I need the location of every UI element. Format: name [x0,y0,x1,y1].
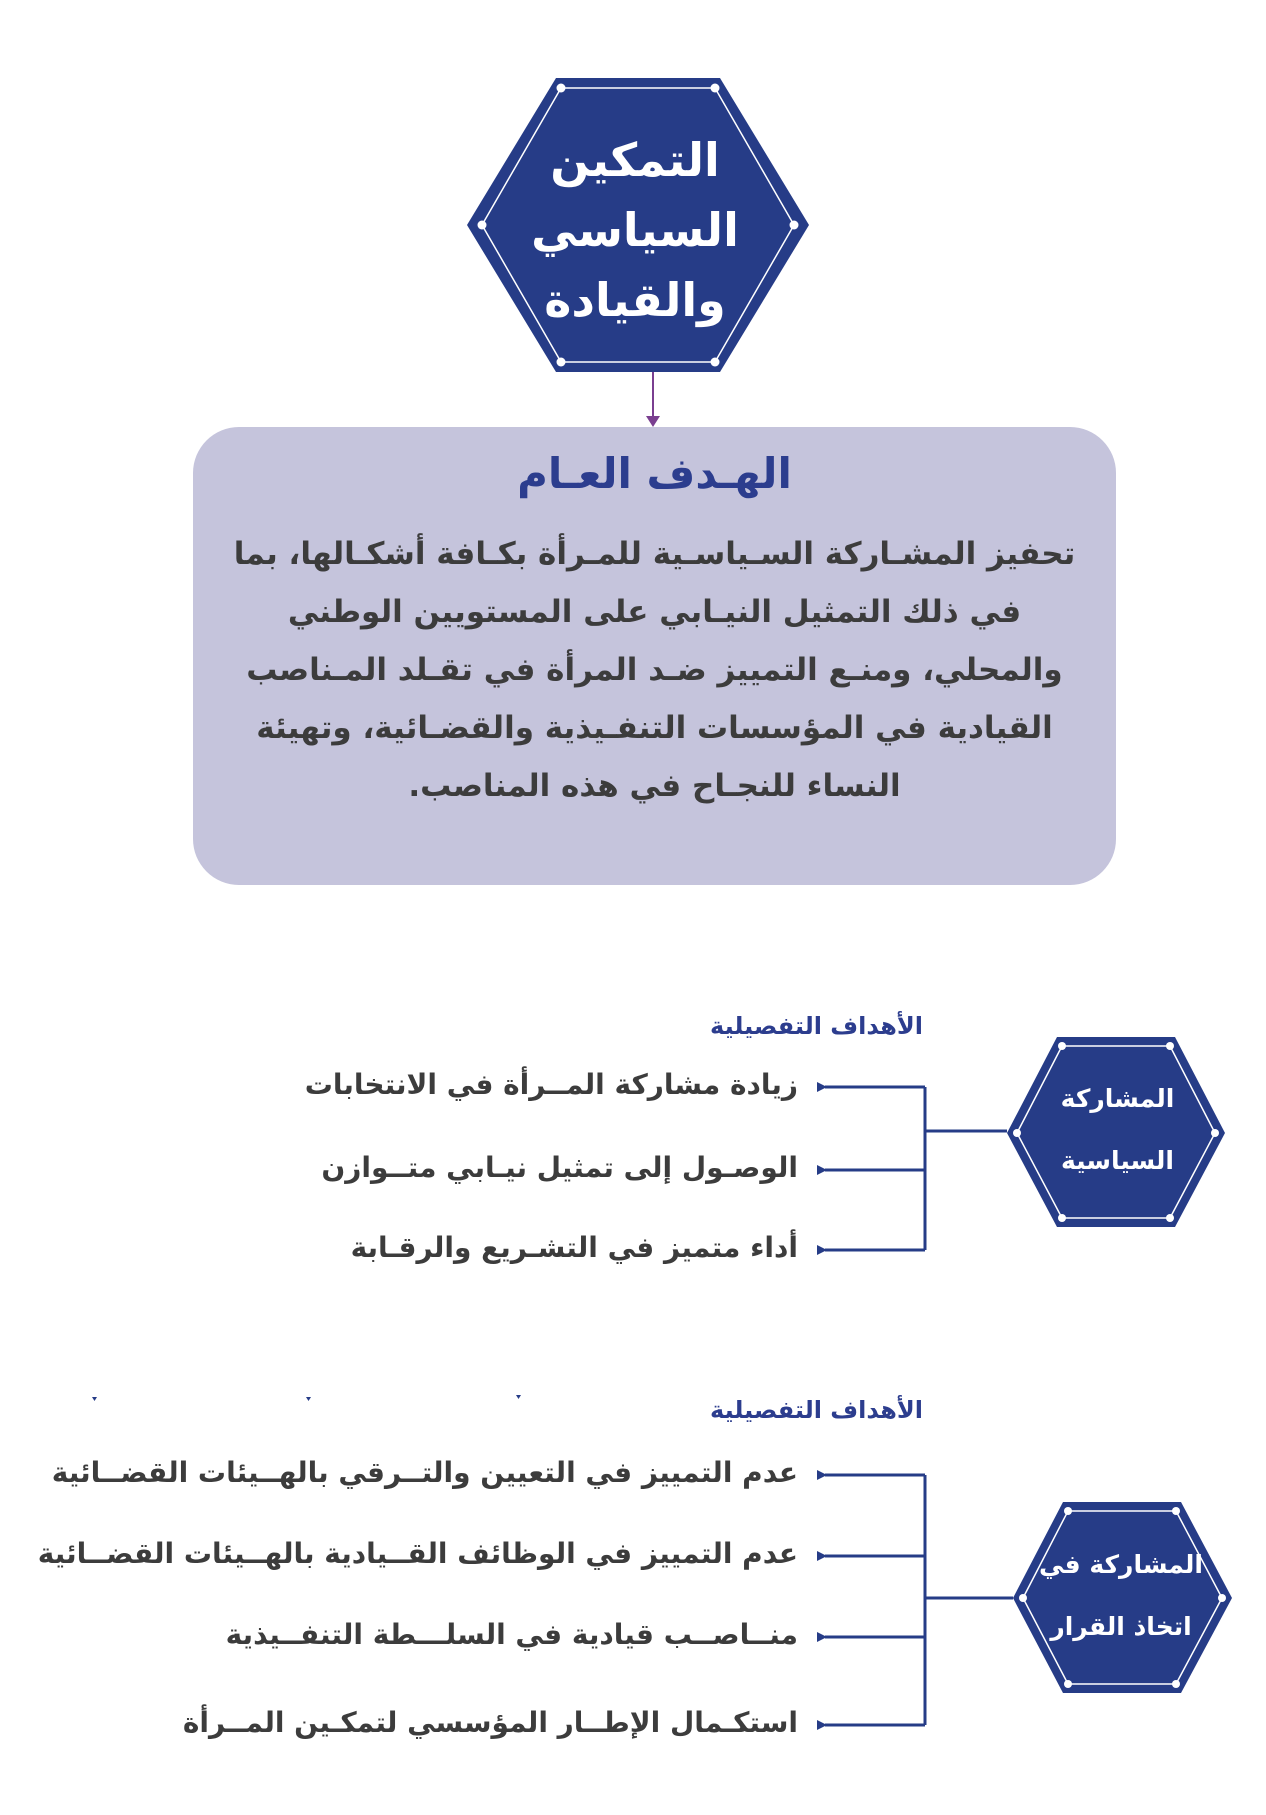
section-2-hex-line2: اتخاذ القرار [1050,1612,1192,1641]
section-2-objective-1: عدم التمييز في التعيين والتــرقي بالهــيئات القضــائية [51,1456,798,1489]
main-to-goal-arrow [646,372,660,427]
section-1-objective-3: أداء متميز في التشـريع والرقـابة [350,1231,798,1264]
section-1-hex-line2: السياسية [1061,1146,1174,1175]
section-1-hexagon-text [1040,1068,1195,1192]
section-1-hex-line1: المشاركة [1060,1084,1175,1113]
section-1-objective-1: زيادة مشاركة المــرأة في الانتخابات [304,1068,798,1101]
section-2-objective-2: عدم التمييز في الوظائف القــيادية بالهــيئات القضــائية [37,1537,798,1570]
section-2-hex-line1: المشاركة في [1038,1550,1203,1579]
section-2-connectors [825,1475,1013,1725]
section-2-objective-3: منــاصــب قيادية في السلـــطة التنفــيذية [225,1618,798,1651]
general-goal-box [193,427,1116,885]
main-hexagon-text [470,125,800,335]
general-goal-text: تحفيز المشـاركة السـياسـية للمـرأة بكـافة أشكـالها، بما في ذلك التمثيل النيـابي على المستويين الوطني والمحلي، ومنـع التمييز ضـد المرأة في تقـلد المـناصب القيادية في المؤسسات التنفـيذية والقضـائية، وتهيئة النساء للنجـاح في هذه المناصب. [233,536,1076,804]
section-1-objective-2: الوصـول إلى تمثيل نيـابي متــوازن [321,1151,798,1184]
stray-marks [92,1395,521,1401]
main-hexagon-line1: التمكين [550,133,720,187]
section-1-objectives-title: الأهداف التفصيلية [710,1012,923,1040]
main-hexagon-line3: والقيادة [544,273,726,327]
section-2-hexagon-text [1035,1534,1207,1658]
section-1-connectors [825,1087,1007,1250]
section-2-objective-4: استكـمال الإطــار المؤسسي لتمكـين المــرأة [182,1706,798,1739]
general-goal-title: الهـدف العـام [517,449,792,498]
section-2-objectives-title: الأهداف التفصيلية [710,1396,923,1424]
main-hexagon-line2: السياسي [531,203,739,257]
